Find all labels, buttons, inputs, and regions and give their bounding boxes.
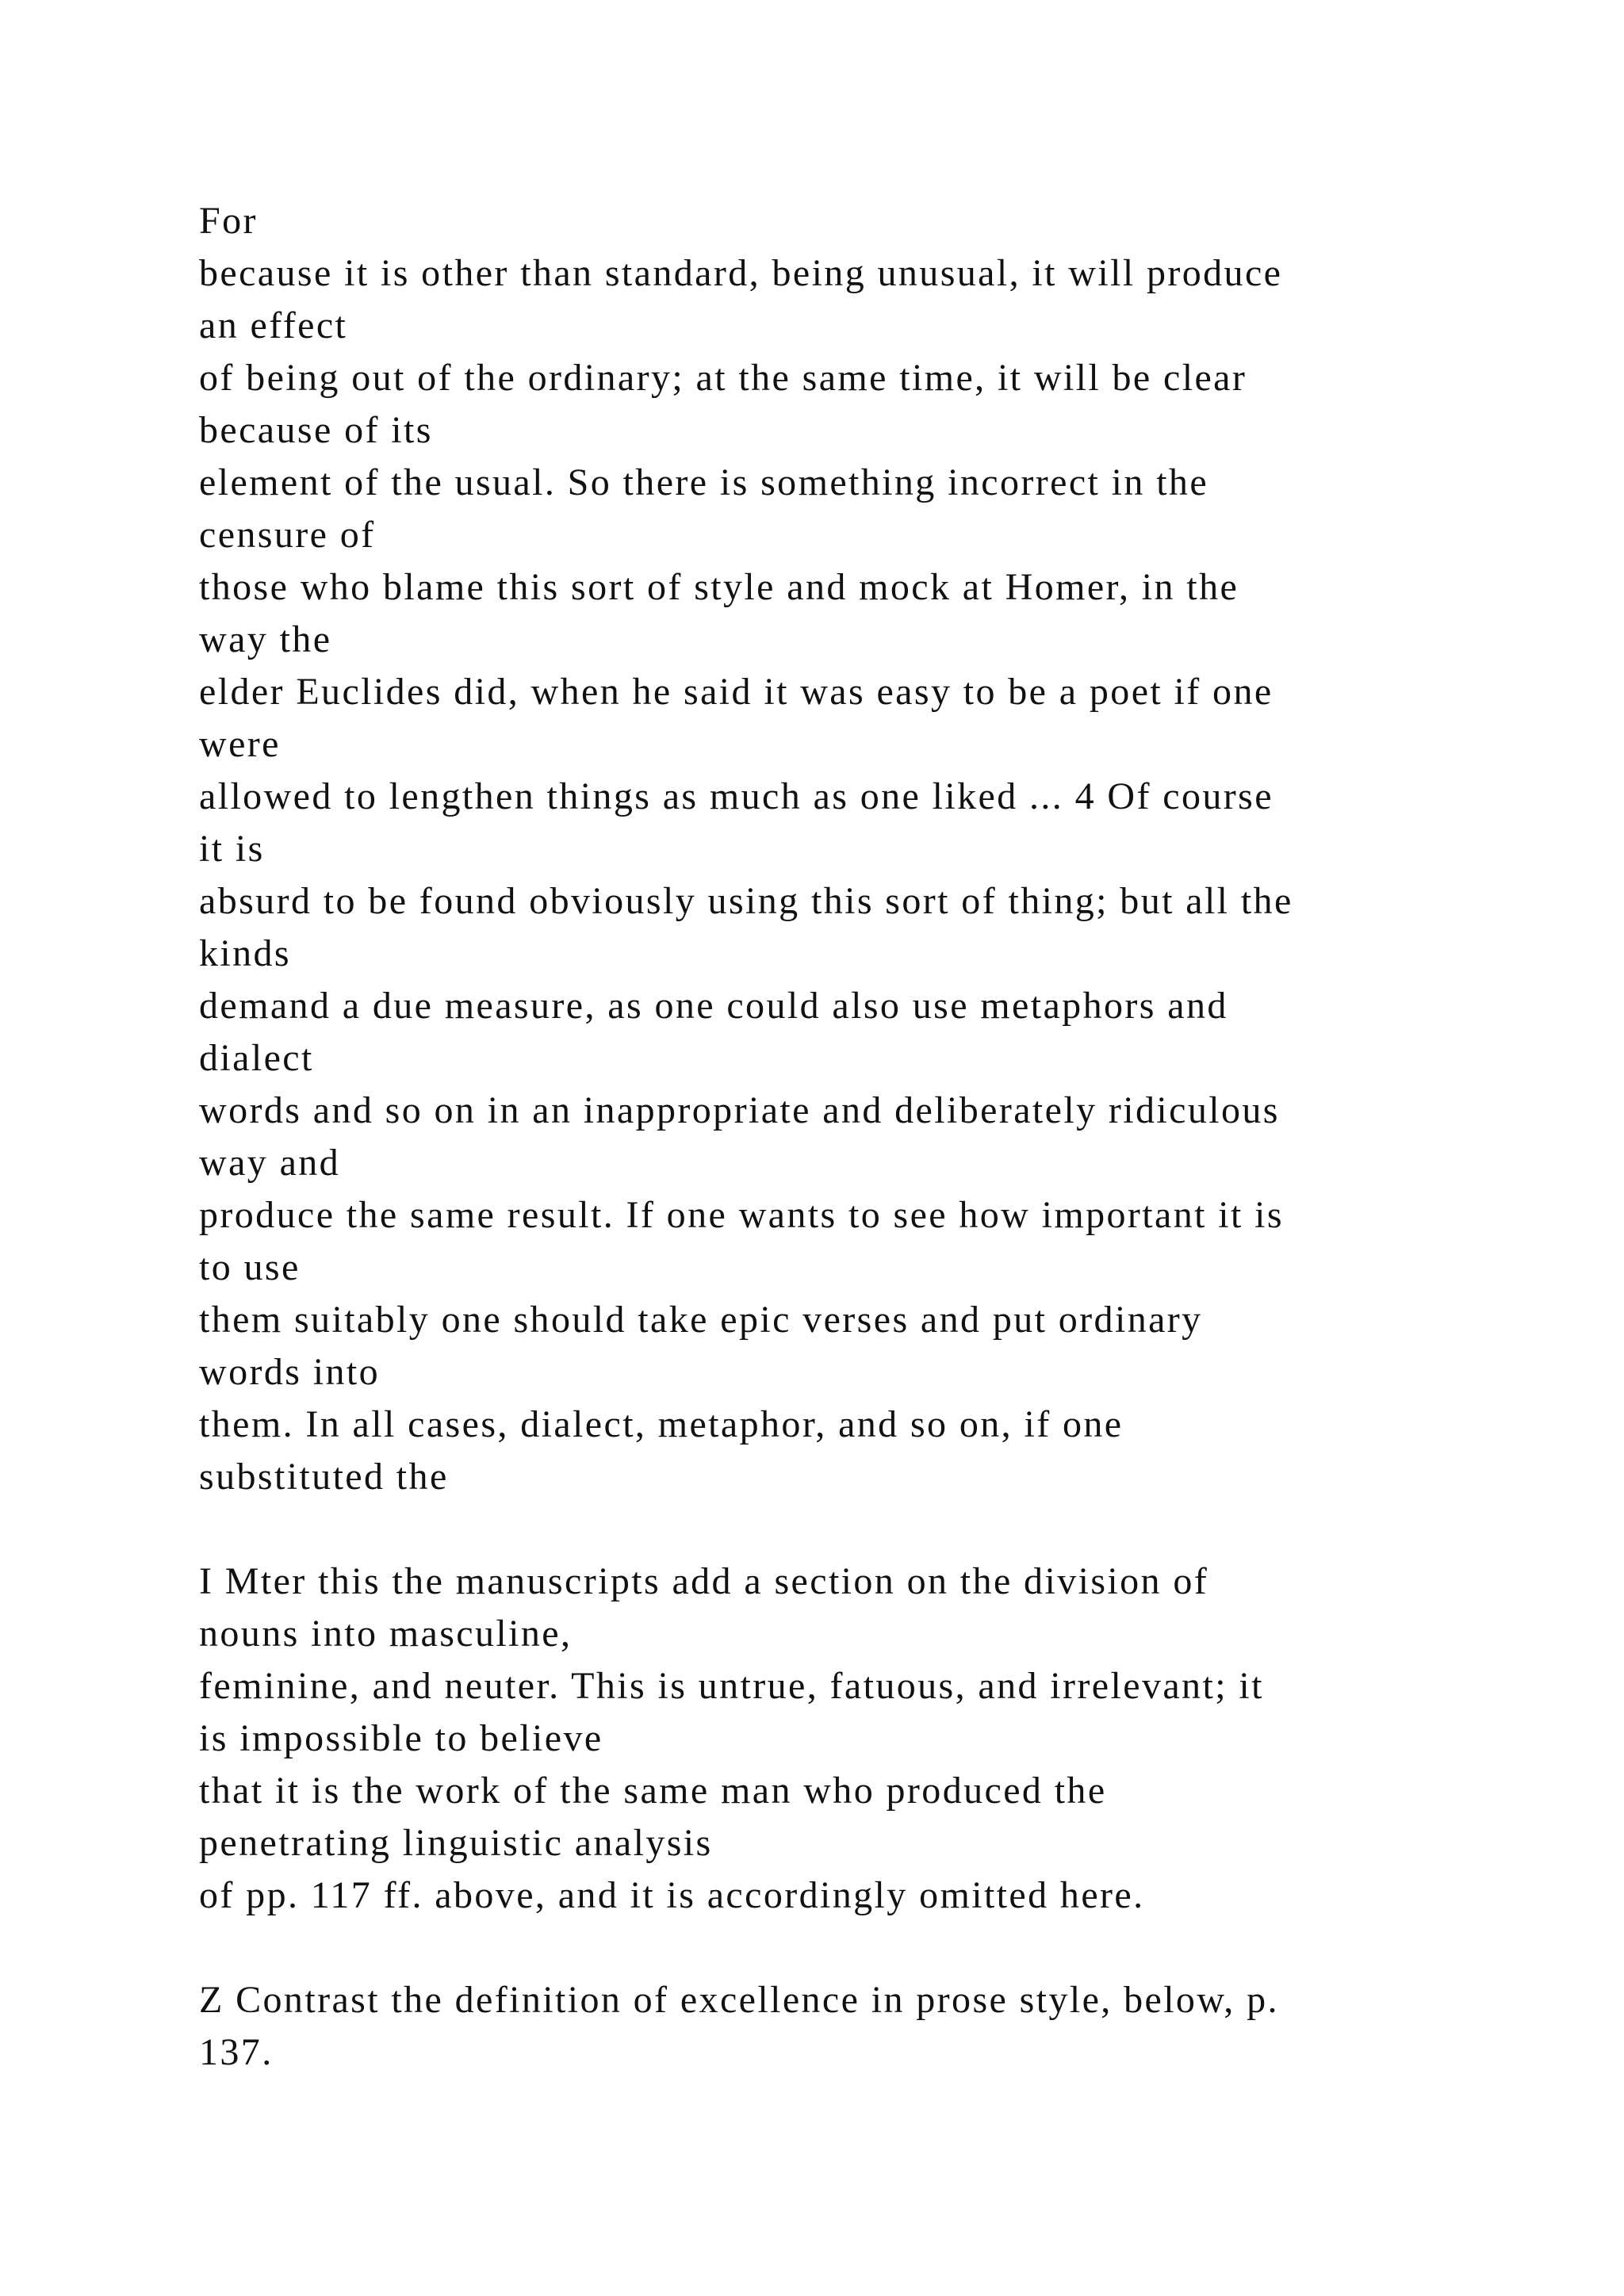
footnote-line: nouns into masculine,	[199, 1613, 573, 1655]
document-text	[199, 195, 1500, 2079]
text-line: them. In all cases, dialect, metaphor, and so on, if one	[199, 1403, 1124, 1445]
text-line: produce the same result. If one wants to see how important it is	[199, 1194, 1284, 1236]
footnote-line: that it is the work of the same man who produced the	[199, 1770, 1107, 1812]
footnote-line: penetrating linguistic analysis	[199, 1822, 713, 1864]
text-line: For	[199, 200, 258, 242]
footnote-line: I Mter this the manuscripts add a section on the division of	[199, 1560, 1209, 1602]
text-line: substituted the	[199, 1456, 449, 1498]
text-line: way the	[199, 618, 332, 660]
text-line: demand a due measure, as one could also use metaphors and	[199, 985, 1228, 1027]
text-line: them suitably one should take epic verses and put ordinary	[199, 1299, 1203, 1341]
footnote-1	[199, 1556, 1500, 1922]
footnote-line: of pp. 117 ff. above, and it is accordingly omitted here.	[199, 1874, 1145, 1916]
text-line: elder Euclides did, when he said it was easy to be a poet if one	[199, 671, 1274, 713]
text-line: of being out of the ordinary; at the same time, it will be clear	[199, 357, 1247, 399]
footnote-line: is impossible to believe	[199, 1717, 603, 1759]
text-line: words and so on in an inappropriate and deliberately ridiculous	[199, 1089, 1280, 1131]
text-line: to use	[199, 1246, 301, 1288]
text-line: an effect	[199, 304, 348, 346]
text-line: dialect	[199, 1037, 314, 1079]
text-line: absurd to be found obviously using this sort of thing; but all the	[199, 880, 1293, 922]
paragraph-spacer	[199, 1922, 1500, 1974]
text-line: words into	[199, 1351, 380, 1393]
text-line: way and	[199, 1142, 341, 1184]
text-line: element of the usual. So there is something incorrect in the	[199, 461, 1209, 503]
text-line: censure of	[199, 514, 376, 556]
footnote-2	[199, 1974, 1500, 2079]
text-line: were	[199, 723, 281, 765]
text-line: kinds	[199, 932, 292, 974]
text-line: because it is other than standard, being unusual, it will produce	[199, 252, 1283, 294]
footnote-line: 137.	[199, 2031, 274, 2073]
text-line: because of its	[199, 409, 433, 451]
main-paragraph	[199, 195, 1500, 1503]
footnote-line: Z Contrast the definition of excellence in prose style, below, p.	[199, 1979, 1279, 2021]
text-line: it is	[199, 828, 265, 870]
text-line: allowed to lengthen things as much as one liked ... 4 Of course	[199, 775, 1274, 817]
text-line: those who blame this sort of style and mock at Homer, in the	[199, 566, 1239, 608]
footnote-line: feminine, and neuter. This is untrue, fatuous, and irrelevant; it	[199, 1665, 1264, 1707]
paragraph-spacer	[199, 1503, 1500, 1556]
